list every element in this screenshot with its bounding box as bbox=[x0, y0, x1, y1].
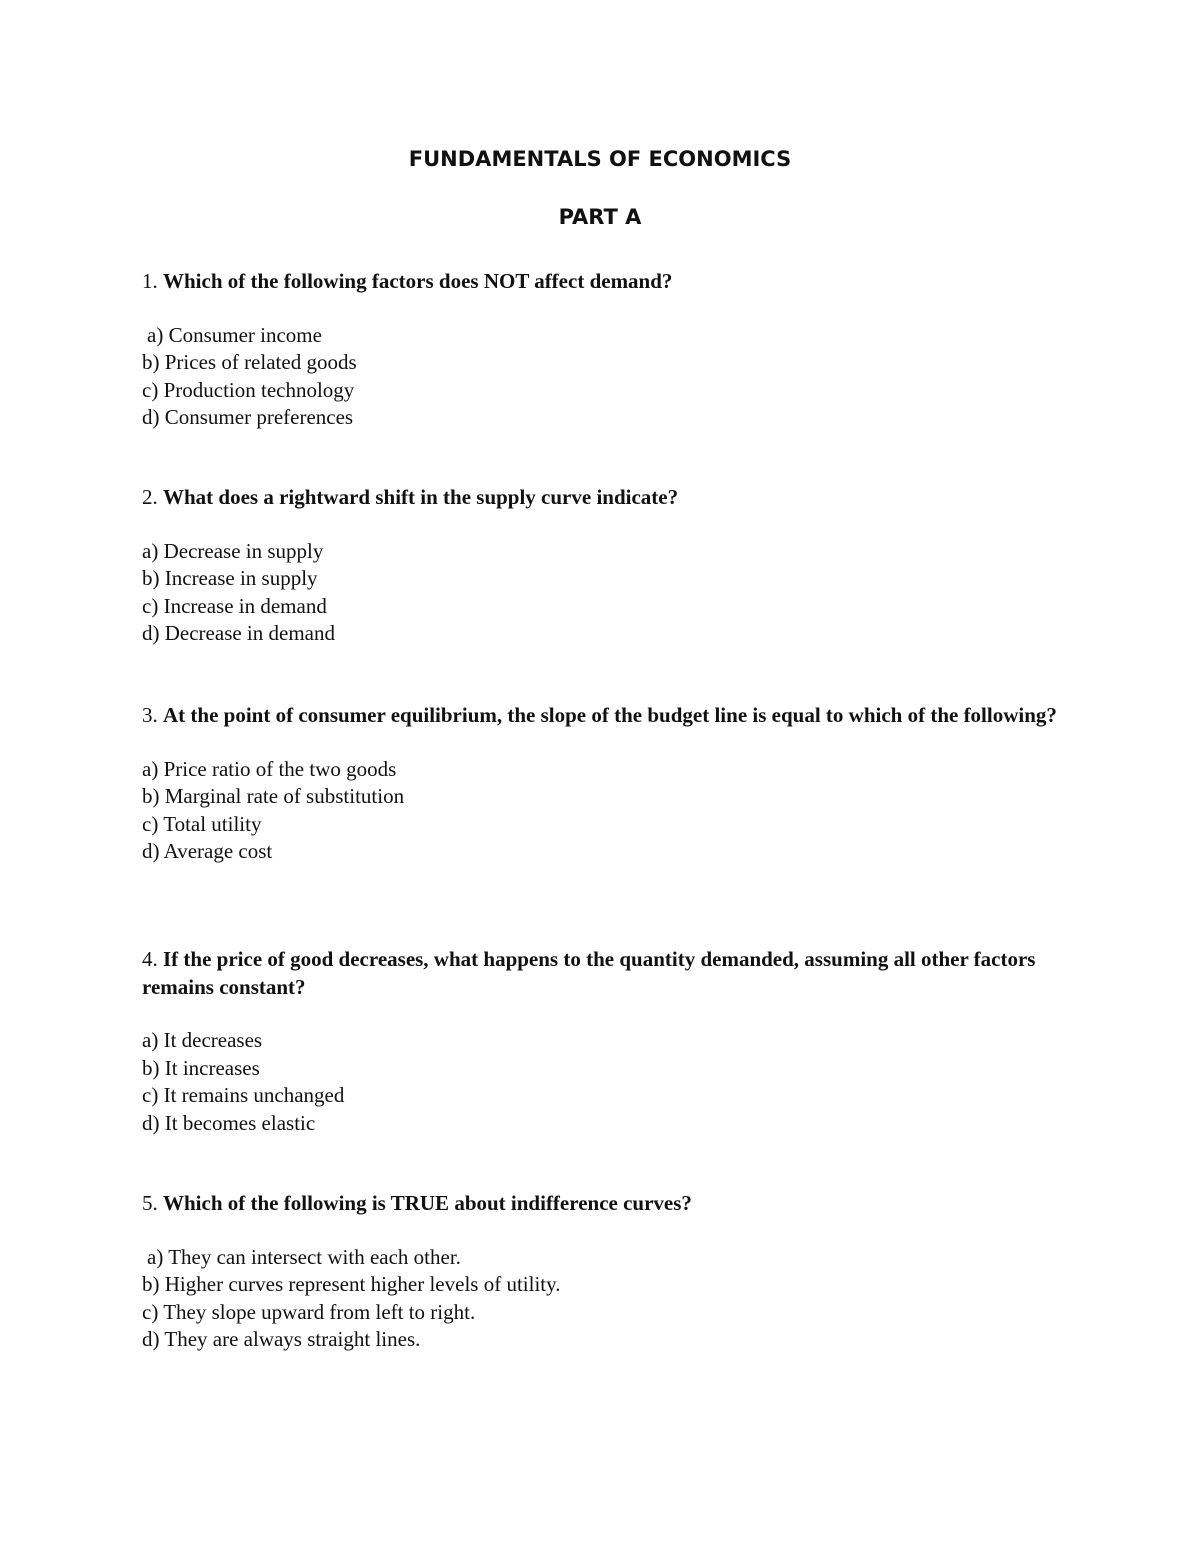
option-letter: d) bbox=[142, 1327, 160, 1351]
option-letter: b) bbox=[142, 1272, 160, 1296]
option-text: Average cost bbox=[163, 839, 273, 863]
option-c bbox=[142, 811, 1102, 839]
option-b bbox=[142, 349, 1102, 377]
option-text: It becomes elastic bbox=[164, 1110, 316, 1135]
option-letter: d) bbox=[142, 621, 160, 645]
question-3 bbox=[142, 702, 1102, 866]
option-letter: a) bbox=[147, 1244, 164, 1269]
option-text: Consumer preferences bbox=[164, 405, 354, 429]
option-text: Production technology bbox=[163, 377, 355, 402]
option-text: Decrease in supply bbox=[163, 538, 324, 563]
option-c bbox=[142, 593, 1102, 621]
option-list bbox=[142, 756, 1102, 866]
option-letter: a) bbox=[147, 322, 164, 347]
question-number: 2. bbox=[142, 485, 158, 509]
option-text: Total utility bbox=[163, 811, 262, 836]
question-text: If the price of good decreases, what happens to the quantity demanded, assuming all other factors remains constant? bbox=[142, 947, 1036, 999]
option-text: They can intersect with each other. bbox=[168, 1244, 461, 1269]
question-1 bbox=[142, 268, 1102, 432]
option-letter: a) bbox=[142, 1028, 159, 1052]
option-text: Increase in demand bbox=[163, 593, 327, 618]
option-d bbox=[142, 1326, 1102, 1354]
option-text: Prices of related goods bbox=[164, 350, 357, 374]
option-text: Consumer income bbox=[168, 322, 322, 347]
document-title: FUNDAMENTALS OF ECONOMICS bbox=[408, 147, 792, 171]
option-text: Price ratio of the two goods bbox=[163, 756, 397, 781]
option-letter: b) bbox=[142, 566, 160, 590]
question-number: 5. bbox=[142, 1191, 158, 1215]
option-text: It increases bbox=[164, 1055, 260, 1080]
question-text: At the point of consumer equilibrium, the slope of the budget line is equal to which of the following? bbox=[163, 703, 1057, 727]
option-letter: c) bbox=[142, 811, 159, 836]
option-letter: d) bbox=[142, 405, 160, 429]
option-a bbox=[142, 322, 1102, 350]
question-prompt bbox=[142, 268, 1102, 296]
option-text: It decreases bbox=[163, 1028, 263, 1052]
option-a bbox=[142, 1244, 1102, 1272]
option-d bbox=[142, 620, 1102, 648]
question-number: 1. bbox=[142, 269, 158, 293]
option-text: It remains unchanged bbox=[163, 1083, 345, 1107]
part-heading: PART A bbox=[558, 205, 642, 229]
option-letter: c) bbox=[142, 1299, 159, 1324]
question-prompt bbox=[142, 702, 1102, 730]
option-letter: c) bbox=[142, 377, 159, 402]
question-number: 3. bbox=[142, 703, 158, 727]
option-b bbox=[142, 565, 1102, 593]
option-b bbox=[142, 783, 1102, 811]
option-list bbox=[142, 1027, 1102, 1137]
option-text: Higher curves represent higher levels of utility. bbox=[164, 1272, 561, 1296]
option-text: Marginal rate of substitution bbox=[164, 784, 405, 808]
option-list bbox=[142, 1244, 1102, 1354]
question-prompt bbox=[142, 1190, 1102, 1218]
option-letter: c) bbox=[142, 593, 159, 618]
option-letter: b) bbox=[142, 1055, 160, 1080]
option-d bbox=[142, 838, 1102, 866]
option-a bbox=[142, 538, 1102, 566]
question-text: Which of the following factors does NOT affect demand? bbox=[163, 269, 673, 293]
option-a bbox=[142, 756, 1102, 784]
option-text: They slope upward from left to right. bbox=[163, 1299, 476, 1324]
question-4 bbox=[142, 946, 1102, 1137]
question-5 bbox=[142, 1190, 1102, 1354]
option-text: They are always straight lines. bbox=[164, 1327, 421, 1351]
option-b bbox=[142, 1055, 1102, 1083]
option-a bbox=[142, 1027, 1102, 1055]
question-prompt bbox=[142, 946, 1102, 1001]
option-b bbox=[142, 1271, 1102, 1299]
option-list bbox=[142, 538, 1102, 648]
option-text: Increase in supply bbox=[164, 566, 318, 590]
option-letter: c) bbox=[142, 1083, 159, 1107]
question-text: Which of the following is TRUE about indifference curves? bbox=[163, 1191, 692, 1215]
question-prompt bbox=[142, 484, 1102, 512]
option-d bbox=[142, 1110, 1102, 1138]
option-c bbox=[142, 377, 1102, 405]
question-number: 4. bbox=[142, 947, 158, 971]
option-d bbox=[142, 404, 1102, 432]
option-c bbox=[142, 1299, 1102, 1327]
option-c bbox=[142, 1082, 1102, 1110]
option-letter: b) bbox=[142, 350, 160, 374]
option-letter: d) bbox=[142, 839, 160, 863]
question-text: What does a rightward shift in the supply curve indicate? bbox=[163, 485, 679, 509]
question-2 bbox=[142, 484, 1102, 648]
option-text: Decrease in demand bbox=[164, 621, 335, 645]
option-letter: a) bbox=[142, 756, 159, 781]
option-letter: b) bbox=[142, 784, 160, 808]
option-letter: a) bbox=[142, 538, 159, 563]
option-list bbox=[142, 322, 1102, 432]
option-letter: d) bbox=[142, 1110, 160, 1135]
